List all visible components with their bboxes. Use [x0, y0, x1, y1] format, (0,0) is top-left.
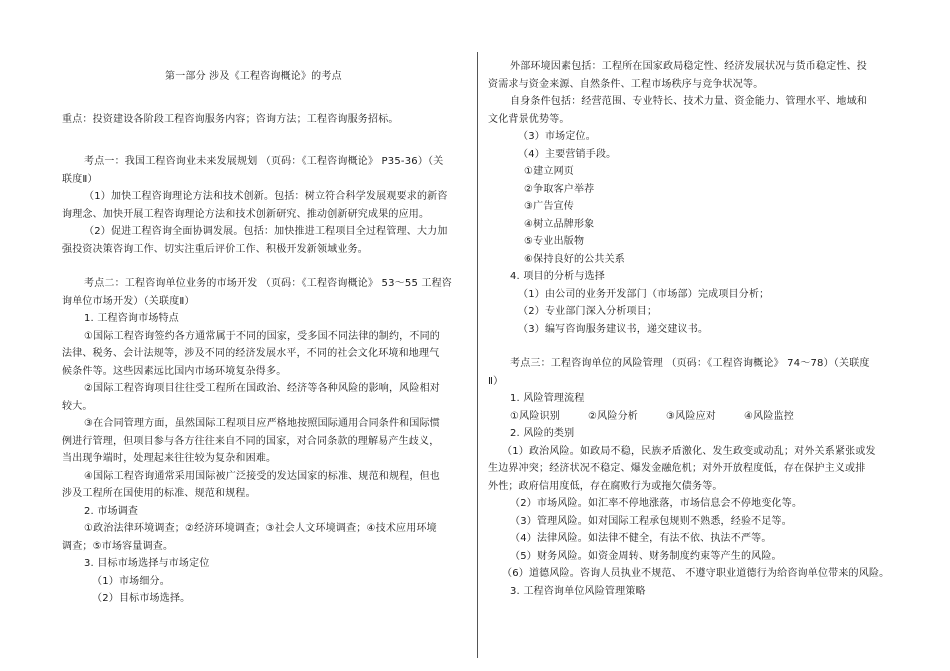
kd2-item-3: ③在合同管理方面，虽然国际工程项目应严格地按照国际通用合同条件和国际惯	[84, 418, 440, 429]
kd2-survey: ①政治法律环境调查；②经济环境调查；③社会人文环境调查；④技术应用环境	[84, 523, 437, 534]
risk-step: ④风险监控	[744, 410, 794, 422]
external-factors: 外部环境因素包括：工程所在国家政局稳定性、经济发展状况与货币稳定性、投	[510, 61, 867, 72]
risk-type-management: （3）管理风险。如对国际工程承包规则不熟悉，经验不足等。	[510, 515, 792, 527]
project-analysis-1: （1）由公司的业务开发部门（市场部）完成项目分析；	[518, 288, 770, 300]
project-analysis-2: （2）专业部门深入分析项目；	[518, 306, 658, 317]
kd2-subheading-1: 1. 工程咨询市场特点	[84, 313, 179, 324]
kd1-point-1-cont: 询理念、加快开展工程咨询理论方法和技术创新研究、推动创新研究成果的应用。	[62, 208, 430, 220]
kd2-item-3-cont2: 当出现争端时，处理起来往往较为复杂和困难。	[62, 453, 277, 464]
risk-type-legal: （4）法律风险。如法律不健全，有法不依、执法不严等。	[510, 533, 772, 544]
self-conditions: 自身条件包括：经营范围、专业特长、技术力量、资金能力、管理水平、地域和	[510, 96, 867, 107]
risk-step: ③风险应对	[666, 410, 716, 422]
kd2-market-1: （1）市场细分。	[92, 575, 170, 587]
project-analysis-3: （3）编写咨询服务建议书，递交建议书。	[518, 323, 709, 335]
risk-type-political-cont: 生边界冲突；经济状况不稳定、爆发金融危机；对外开放程度低，存在保护主义或排	[488, 463, 866, 474]
kd2-survey-cont: 调查；⑤市场容量调查。	[62, 540, 174, 552]
marketing-item: ③广告宣传	[524, 201, 574, 212]
risk-type-moral: （6）道德风险。咨询人员执业不规范、 不遵守职业道德行为给咨询单位带来的风险。	[502, 568, 890, 579]
kd2-item-4: ④国际工程咨询通常采用国际被广泛接受的发达国家的标准、规范和规程，但也	[84, 470, 440, 482]
kd2-item-2: ②国际工程咨询项目往往受工程所在国政治、经济等各种风险的影响，风险相对	[84, 383, 440, 394]
kd3-heading: 考点三：工程咨询单位的风险管理 （页码：《工程咨询概论》 74～78）（关联度	[510, 358, 870, 369]
kd2-item-2-cont: 较大。	[62, 400, 93, 412]
right-column	[488, 58, 888, 600]
left-column	[62, 58, 464, 608]
risk-type-political-cont2: 外性；政府信用度低，存在腐败行为或拖欠债务等。	[488, 480, 723, 492]
kd1-heading-cont: 联度Ⅱ）	[62, 173, 98, 185]
kd2-item-1-cont2: 候条件等。这些因素远比国内市场环境复杂得多。	[62, 365, 287, 377]
kd2-subheading-3: 3. 目标市场选择与市场定位	[84, 558, 210, 569]
kd2-market-2: （2）目标市场选择。	[92, 593, 191, 604]
kd1-point-2: （2）促进工程咨询全面协调发展。包括：加快推进工程项目全过程管理、大力加	[84, 226, 448, 237]
market-positioning: （3）市场定位。	[518, 131, 596, 142]
risk-step: ①风险识别	[510, 410, 560, 422]
risk-process-heading: 1. 风险管理流程	[510, 393, 585, 404]
risk-types-heading: 2. 风险的类别	[510, 428, 575, 439]
kd1-point-2-cont: 强投资决策咨询工作、切实注重后评价工作、积极开发新领域业务。	[62, 243, 368, 255]
risk-strategy-heading: 3. 工程咨询单位风险管理策略	[510, 585, 646, 597]
column-divider	[477, 52, 478, 658]
kd2-item-3-cont: 例进行管理，但项目参与各方往往来自不同的国家，对合同条款的理解易产生歧义，	[62, 435, 440, 447]
risk-step: ②风险分析	[588, 410, 638, 422]
external-factors-cont: 资需求与资金来源、自然条件、工程市场秩序与竞争状况等。	[488, 78, 764, 90]
kd3-heading-cont: Ⅱ）	[488, 375, 504, 387]
kd2-item-1: ①国际工程咨询签约各方通常属于不同的国家，受多国不同法律的制约，不同的	[84, 330, 440, 342]
marketing-item: ①建立网页	[524, 166, 574, 177]
kd2-item-1-cont: 法律、税务、会计法规等，涉及不同的经济发展水平，不同的社会文化环境和地理气	[62, 348, 440, 359]
risk-type-market: （2）市场风险。如汇率不停地涨落，市场信息会不停地变化等。	[510, 498, 803, 509]
project-analysis-heading: 4. 项目的分析与选择	[510, 271, 605, 282]
section-title: 第一部分 涉及《工程咨询概论》的考点	[165, 71, 342, 82]
risk-type-financial: （5）财务风险。如资金周转、财务制度约束等产生的风险。	[510, 550, 782, 562]
marketing-item: ②争取客户举荐	[524, 183, 595, 195]
kd2-heading: 考点二：工程咨询单位业务的市场开发 （页码：《工程咨询概论》 53～55 工程咨	[84, 278, 452, 289]
risk-type-political: （1）政治风险。如政局不稳，民族矛盾激化、发生政变或动乱；对外关系紧张或发	[502, 445, 876, 457]
kd2-subheading-2: 2. 市场调查	[84, 505, 139, 517]
marketing-item: ④树立品牌形象	[524, 218, 595, 230]
kd1-point-1: （1）加快工程咨询理论方法和技术创新。包括：树立符合科学发展观要求的新咨	[84, 191, 448, 202]
self-conditions-cont: 文化背景优势等。	[488, 113, 570, 125]
kd1-heading: 考点一：我国工程咨询业未来发展规划 （页码：《工程咨询概论》 P35-36）（关	[84, 156, 444, 167]
key-points: 重点：投资建设各阶段工程咨询服务内容；咨询方法；工程咨询服务招标。	[62, 113, 399, 125]
risk-process-flow	[488, 408, 888, 426]
marketing-item: ⑤专业出版物	[524, 236, 585, 247]
marketing-means: （4）主要营销手段。	[518, 148, 617, 160]
kd2-item-4-cont: 涉及工程所在国使用的标准、规范和规程。	[62, 488, 256, 499]
marketing-item: ⑥保持良好的公共关系	[524, 253, 625, 265]
kd2-heading-cont: 询单位市场开发）（关联度Ⅱ）	[62, 295, 195, 307]
